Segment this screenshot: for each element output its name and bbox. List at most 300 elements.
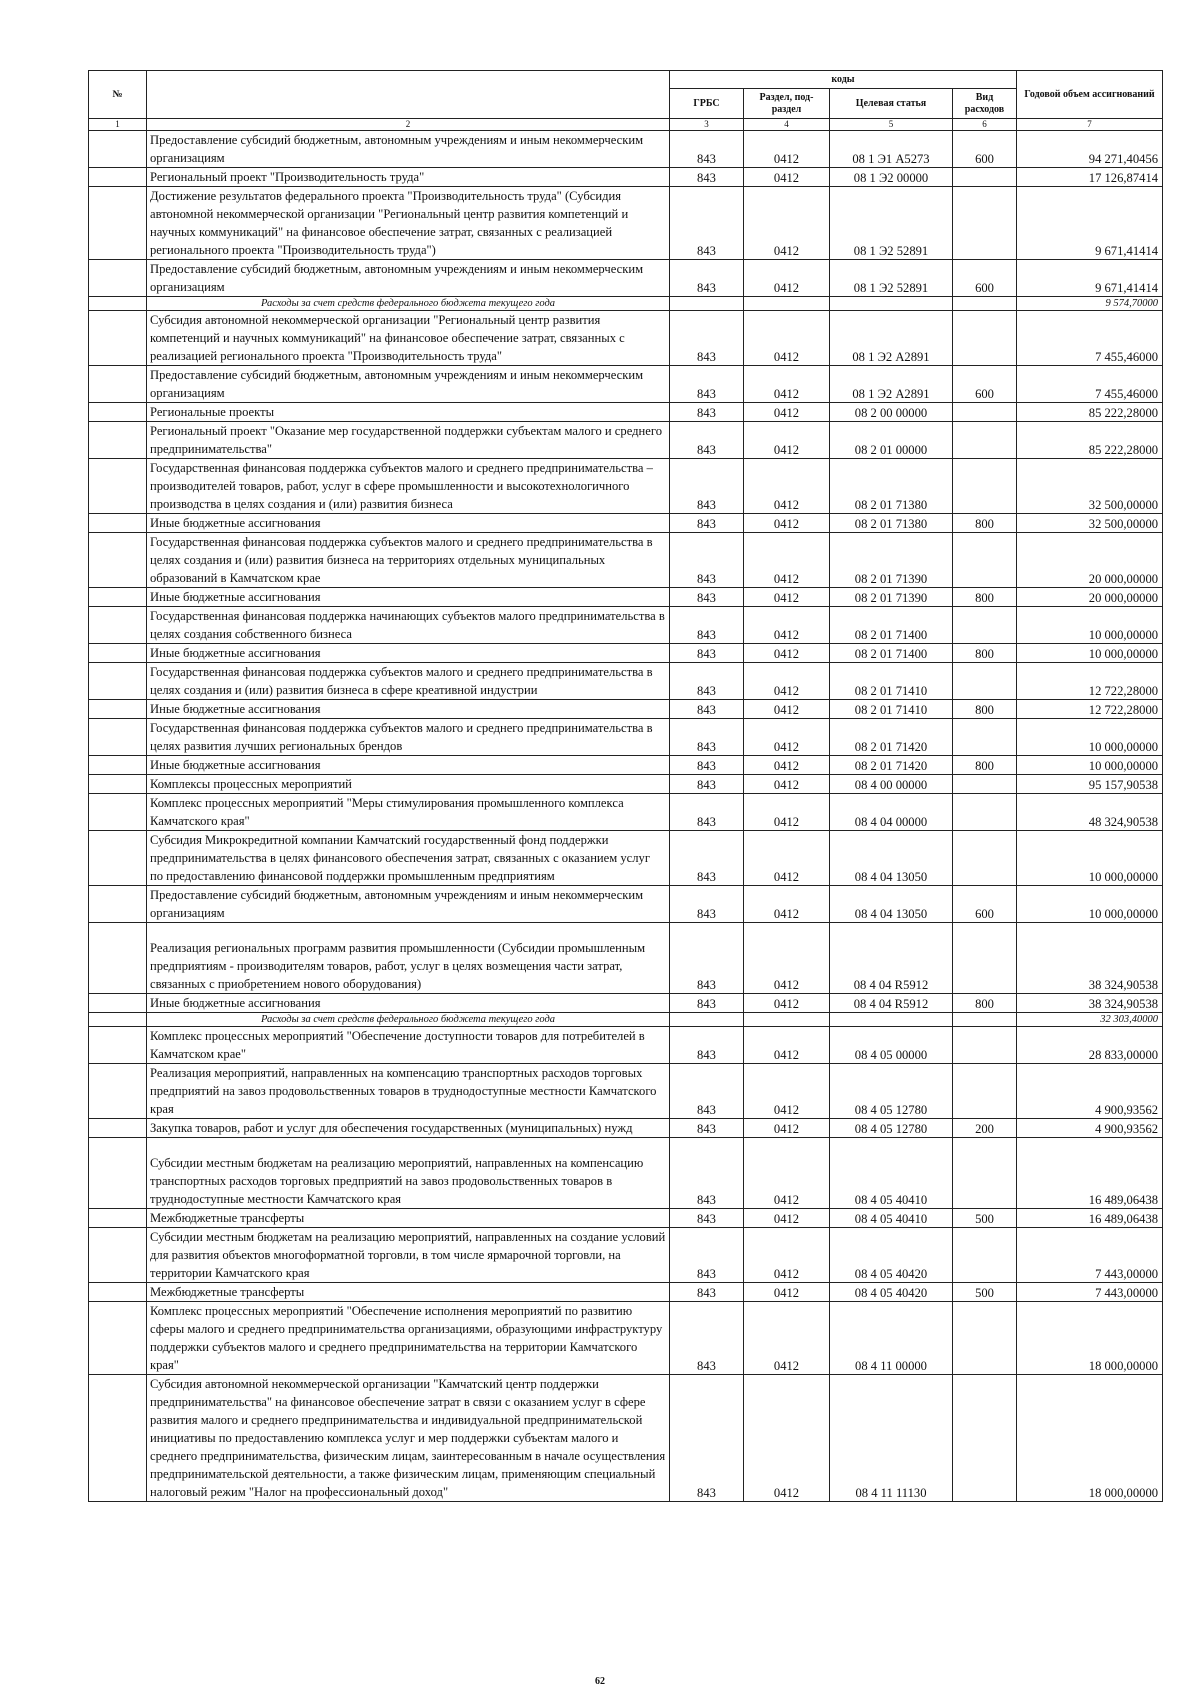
table-row xyxy=(89,831,1163,886)
allocation-amount: 32 500,00000 xyxy=(1017,459,1163,514)
row-number xyxy=(89,1283,147,1302)
grbs-code: 843 xyxy=(670,1375,744,1502)
column-number: 3 xyxy=(670,119,744,131)
row-number xyxy=(89,1119,147,1138)
column-number: 4 xyxy=(744,119,830,131)
table-row xyxy=(89,187,1163,260)
grbs-code: 843 xyxy=(670,719,744,756)
expense-type-code: 600 xyxy=(953,886,1017,923)
item-name: Иные бюджетные ассигнования xyxy=(147,588,670,607)
table-row xyxy=(89,700,1163,719)
grbs-code: 843 xyxy=(670,1228,744,1283)
allocation-amount: 85 222,28000 xyxy=(1017,403,1163,422)
section-code: 0412 xyxy=(744,923,830,994)
table-row xyxy=(89,533,1163,588)
allocation-amount: 85 222,28000 xyxy=(1017,422,1163,459)
row-number xyxy=(89,775,147,794)
table-row xyxy=(89,1283,1163,1302)
item-name: Комплекс процессных мероприятий "Меры стимулирования промышленного комплекса Камчатского края" xyxy=(147,794,670,831)
grbs-code xyxy=(670,297,744,311)
allocation-amount: 7 443,00000 xyxy=(1017,1283,1163,1302)
item-name: Предоставление субсидий бюджетным, автономным учреждениям и иным некоммерческим организациям xyxy=(147,131,670,168)
table-row xyxy=(89,1138,1163,1209)
allocation-amount: 12 722,28000 xyxy=(1017,700,1163,719)
expense-type-code xyxy=(953,1064,1017,1119)
federal-budget-row xyxy=(89,1013,1163,1027)
section-code: 0412 xyxy=(744,644,830,663)
section-code: 0412 xyxy=(744,131,830,168)
allocation-amount: 95 157,90538 xyxy=(1017,775,1163,794)
row-number xyxy=(89,994,147,1013)
item-name: Реализация мероприятий, направленных на компенсацию транспортных расходов торговых предприятий на завоз продовольственных товаров в труднодоступные местности Камчатского края xyxy=(147,1064,670,1119)
section-code: 0412 xyxy=(744,1119,830,1138)
target-article-code: 08 4 05 12780 xyxy=(830,1064,953,1119)
column-number: 7 xyxy=(1017,119,1163,131)
header-number: № xyxy=(89,71,147,119)
table-row xyxy=(89,514,1163,533)
expense-type-code: 800 xyxy=(953,994,1017,1013)
grbs-code: 843 xyxy=(670,607,744,644)
expense-type-code: 500 xyxy=(953,1283,1017,1302)
row-number xyxy=(89,1064,147,1119)
row-number xyxy=(89,403,147,422)
row-number xyxy=(89,260,147,297)
item-name: Реализация региональных программ развития промышленности (Субсидии промышленным предприятиям - производителям товаров, работ, услуг в целях возмещения части затрат, связанных с приобретением нового оборудования) xyxy=(147,923,670,994)
expense-type-code: 800 xyxy=(953,700,1017,719)
table-row xyxy=(89,588,1163,607)
item-name: Закупка товаров, работ и услуг для обеспечения государственных (муниципальных) нужд xyxy=(147,1119,670,1138)
grbs-code: 843 xyxy=(670,168,744,187)
grbs-code: 843 xyxy=(670,1283,744,1302)
expense-type-code: 800 xyxy=(953,514,1017,533)
row-number xyxy=(89,1375,147,1502)
row-number xyxy=(89,923,147,994)
table-row xyxy=(89,422,1163,459)
row-number xyxy=(89,131,147,168)
row-number xyxy=(89,1209,147,1228)
target-article-code: 08 2 01 71400 xyxy=(830,607,953,644)
item-name: Предоставление субсидий бюджетным, автономным учреждениям и иным некоммерческим организациям xyxy=(147,366,670,403)
section-code: 0412 xyxy=(744,533,830,588)
expense-type-code: 600 xyxy=(953,260,1017,297)
target-article-code: 08 4 04 13050 xyxy=(830,831,953,886)
allocation-amount: 48 324,90538 xyxy=(1017,794,1163,831)
allocation-amount: 10 000,00000 xyxy=(1017,719,1163,756)
row-number xyxy=(89,1013,147,1027)
expense-type-code: 800 xyxy=(953,644,1017,663)
federal-budget-row xyxy=(89,297,1163,311)
section-code: 0412 xyxy=(744,1064,830,1119)
item-name: Предоставление субсидий бюджетным, автономным учреждениям и иным некоммерческим организациям xyxy=(147,260,670,297)
expense-type-code xyxy=(953,719,1017,756)
target-article-code: 08 4 05 40410 xyxy=(830,1209,953,1228)
expense-type-code xyxy=(953,403,1017,422)
grbs-code: 843 xyxy=(670,422,744,459)
row-number xyxy=(89,366,147,403)
grbs-code: 843 xyxy=(670,886,744,923)
target-article-code: 08 4 05 40420 xyxy=(830,1283,953,1302)
allocation-amount: 7 455,46000 xyxy=(1017,311,1163,366)
expense-type-code xyxy=(953,1302,1017,1375)
item-name: Региональные проекты xyxy=(147,403,670,422)
section-code: 0412 xyxy=(744,366,830,403)
allocation-amount: 10 000,00000 xyxy=(1017,756,1163,775)
expense-type-code: 600 xyxy=(953,366,1017,403)
table-row xyxy=(89,719,1163,756)
allocation-amount: 32 303,40000 xyxy=(1017,1013,1163,1027)
section-code: 0412 xyxy=(744,311,830,366)
expense-type-code: 800 xyxy=(953,756,1017,775)
budget-allocation-table xyxy=(88,70,1163,1502)
item-name: Расходы за счет средств федерального бюджета текущего года xyxy=(147,1013,670,1027)
section-code: 0412 xyxy=(744,187,830,260)
target-article-code: 08 1 Э2 52891 xyxy=(830,260,953,297)
item-name: Иные бюджетные ассигнования xyxy=(147,994,670,1013)
grbs-code: 843 xyxy=(670,533,744,588)
row-number xyxy=(89,459,147,514)
item-name: Комплексы процессных мероприятий xyxy=(147,775,670,794)
row-number xyxy=(89,187,147,260)
table-row xyxy=(89,644,1163,663)
item-name: Иные бюджетные ассигнования xyxy=(147,756,670,775)
row-number xyxy=(89,1228,147,1283)
target-article-code: 08 4 05 40410 xyxy=(830,1138,953,1209)
target-article-code: 08 4 04 R5912 xyxy=(830,923,953,994)
item-name: Региональный проект "Производительность труда" xyxy=(147,168,670,187)
item-name: Иные бюджетные ассигнования xyxy=(147,644,670,663)
header-section: Раздел, под-раздел xyxy=(744,89,830,119)
expense-type-code xyxy=(953,187,1017,260)
header-amount: Годовой объем ассигнований xyxy=(1017,71,1163,119)
grbs-code: 843 xyxy=(670,1209,744,1228)
section-code: 0412 xyxy=(744,831,830,886)
target-article-code: 08 2 01 71410 xyxy=(830,700,953,719)
expense-type-code xyxy=(953,794,1017,831)
allocation-amount: 9 671,41414 xyxy=(1017,187,1163,260)
target-article-code: 08 4 04 00000 xyxy=(830,794,953,831)
section-code: 0412 xyxy=(744,1209,830,1228)
table-row xyxy=(89,1375,1163,1502)
expense-type-code xyxy=(953,1375,1017,1502)
target-article-code: 08 2 01 71380 xyxy=(830,514,953,533)
grbs-code: 843 xyxy=(670,260,744,297)
section-code: 0412 xyxy=(744,663,830,700)
expense-type-code: 600 xyxy=(953,131,1017,168)
item-name: Расходы за счет средств федерального бюджета текущего года xyxy=(147,297,670,311)
row-number xyxy=(89,607,147,644)
expense-type-code xyxy=(953,533,1017,588)
grbs-code: 843 xyxy=(670,588,744,607)
allocation-amount: 32 500,00000 xyxy=(1017,514,1163,533)
grbs-code: 843 xyxy=(670,1027,744,1064)
section-code: 0412 xyxy=(744,1283,830,1302)
section-code: 0412 xyxy=(744,1228,830,1283)
row-number xyxy=(89,297,147,311)
section-code: 0412 xyxy=(744,886,830,923)
row-number xyxy=(89,422,147,459)
allocation-amount: 20 000,00000 xyxy=(1017,588,1163,607)
grbs-code: 843 xyxy=(670,1119,744,1138)
table-row xyxy=(89,756,1163,775)
grbs-code xyxy=(670,1013,744,1027)
allocation-amount: 9 574,70000 xyxy=(1017,297,1163,311)
allocation-amount: 38 324,90538 xyxy=(1017,994,1163,1013)
row-number xyxy=(89,1138,147,1209)
table-row xyxy=(89,403,1163,422)
expense-type-code xyxy=(953,1138,1017,1209)
expense-type-code xyxy=(953,607,1017,644)
expense-type-code xyxy=(953,459,1017,514)
section-code: 0412 xyxy=(744,1027,830,1064)
budget-document-page xyxy=(88,70,1162,1502)
item-name: Государственная финансовая поддержка субъектов малого и среднего предпринимательства в целях создания и (или) развития бизнеса на территориях отдельных муниципальных образований в Камчатском крае xyxy=(147,533,670,588)
grbs-code: 843 xyxy=(670,1064,744,1119)
target-article-code: 08 4 11 11130 xyxy=(830,1375,953,1502)
target-article-code xyxy=(830,1013,953,1027)
grbs-code: 843 xyxy=(670,644,744,663)
target-article-code: 08 1 Э2 52891 xyxy=(830,187,953,260)
table-row xyxy=(89,168,1163,187)
header-name xyxy=(147,71,670,119)
row-number xyxy=(89,756,147,775)
header-codes: коды xyxy=(670,71,1017,89)
item-name: Государственная финансовая поддержка субъектов малого и среднего предпринимательства в целях создания и (или) развития бизнеса в сфере креативной индустрии xyxy=(147,663,670,700)
grbs-code: 843 xyxy=(670,366,744,403)
target-article-code: 08 2 01 71420 xyxy=(830,719,953,756)
row-number xyxy=(89,311,147,366)
table-row xyxy=(89,775,1163,794)
section-code: 0412 xyxy=(744,1138,830,1209)
column-number: 6 xyxy=(953,119,1017,131)
target-article-code: 08 4 05 00000 xyxy=(830,1027,953,1064)
item-name: Комплекс процессных мероприятий "Обеспечение исполнения мероприятий по развитию сферы малого и среднего предпринимательства организациями, образующими инфраструктуру поддержки субъектов малого и среднего предпринимательства на территории Камчатского края" xyxy=(147,1302,670,1375)
column-number: 2 xyxy=(147,119,670,131)
target-article-code: 08 2 01 71420 xyxy=(830,756,953,775)
allocation-amount: 10 000,00000 xyxy=(1017,886,1163,923)
table-body xyxy=(89,131,1163,1502)
target-article-code: 08 1 Э2 А2891 xyxy=(830,311,953,366)
section-code xyxy=(744,297,830,311)
allocation-amount: 10 000,00000 xyxy=(1017,831,1163,886)
item-name: Государственная финансовая поддержка субъектов малого и среднего предпринимательства в целях развития лучших региональных брендов xyxy=(147,719,670,756)
item-name: Субсидия Микрокредитной компании Камчатский государственный фонд поддержки предпринимательства в целях финансового обеспечения затрат, связанных с оказанием услуг по предоставлению финансовой поддержки промышленным предприятиям xyxy=(147,831,670,886)
target-article-code: 08 2 01 71390 xyxy=(830,588,953,607)
table-row xyxy=(89,794,1163,831)
expense-type-code xyxy=(953,311,1017,366)
expense-type-code: 500 xyxy=(953,1209,1017,1228)
grbs-code: 843 xyxy=(670,663,744,700)
allocation-amount: 10 000,00000 xyxy=(1017,607,1163,644)
section-code: 0412 xyxy=(744,775,830,794)
expense-type-code xyxy=(953,168,1017,187)
target-article-code: 08 2 01 00000 xyxy=(830,422,953,459)
expense-type-code xyxy=(953,923,1017,994)
column-number: 1 xyxy=(89,119,147,131)
table-row xyxy=(89,886,1163,923)
column-number-row xyxy=(89,119,1163,131)
row-number xyxy=(89,794,147,831)
section-code: 0412 xyxy=(744,794,830,831)
section-code: 0412 xyxy=(744,459,830,514)
allocation-amount: 28 833,00000 xyxy=(1017,1027,1163,1064)
allocation-amount: 10 000,00000 xyxy=(1017,644,1163,663)
target-article-code: 08 2 01 71400 xyxy=(830,644,953,663)
item-name: Государственная финансовая поддержка начинающих субъектов малого предпринимательства в целях создания собственного бизнеса xyxy=(147,607,670,644)
grbs-code: 843 xyxy=(670,923,744,994)
section-code: 0412 xyxy=(744,1375,830,1502)
allocation-amount: 16 489,06438 xyxy=(1017,1209,1163,1228)
section-code: 0412 xyxy=(744,422,830,459)
section-code: 0412 xyxy=(744,756,830,775)
grbs-code: 843 xyxy=(670,700,744,719)
grbs-code: 843 xyxy=(670,1302,744,1375)
grbs-code: 843 xyxy=(670,187,744,260)
table-row xyxy=(89,366,1163,403)
grbs-code: 843 xyxy=(670,1138,744,1209)
row-number xyxy=(89,514,147,533)
allocation-amount: 18 000,00000 xyxy=(1017,1302,1163,1375)
header-expense-type: Вид расходов xyxy=(953,89,1017,119)
allocation-amount: 20 000,00000 xyxy=(1017,533,1163,588)
row-number xyxy=(89,533,147,588)
row-number xyxy=(89,886,147,923)
section-code: 0412 xyxy=(744,607,830,644)
table-row xyxy=(89,1027,1163,1064)
target-article-code: 08 4 00 00000 xyxy=(830,775,953,794)
row-number xyxy=(89,1302,147,1375)
table-row xyxy=(89,459,1163,514)
item-name: Межбюджетные трансферты xyxy=(147,1283,670,1302)
allocation-amount: 7 443,00000 xyxy=(1017,1228,1163,1283)
header-target-article: Целевая статья xyxy=(830,89,953,119)
target-article-code: 08 4 05 12780 xyxy=(830,1119,953,1138)
item-name: Комплекс процессных мероприятий "Обеспечение доступности товаров для потребителей в Камчатском крае" xyxy=(147,1027,670,1064)
table-row xyxy=(89,1302,1163,1375)
section-code xyxy=(744,1013,830,1027)
item-name: Государственная финансовая поддержка субъектов малого и среднего предпринимательства – производителей товаров, работ, услуг в сфере промышленности и высокотехнологичного производства в целях создания и (или) развития бизнеса xyxy=(147,459,670,514)
item-name: Иные бюджетные ассигнования xyxy=(147,514,670,533)
target-article-code xyxy=(830,297,953,311)
target-article-code: 08 4 05 40420 xyxy=(830,1228,953,1283)
allocation-amount: 94 271,40456 xyxy=(1017,131,1163,168)
item-name: Региональный проект "Оказание мер государственной поддержки субъектам малого и среднего предпринимательства" xyxy=(147,422,670,459)
header-grbs: ГРБС xyxy=(670,89,744,119)
item-name: Предоставление субсидий бюджетным, автономным учреждениям и иным некоммерческим организациям xyxy=(147,886,670,923)
table-row xyxy=(89,923,1163,994)
row-number xyxy=(89,719,147,756)
row-number xyxy=(89,663,147,700)
row-number xyxy=(89,644,147,663)
expense-type-code xyxy=(953,1013,1017,1027)
target-article-code: 08 2 01 71380 xyxy=(830,459,953,514)
allocation-amount: 18 000,00000 xyxy=(1017,1375,1163,1502)
grbs-code: 843 xyxy=(670,131,744,168)
allocation-amount: 12 722,28000 xyxy=(1017,663,1163,700)
grbs-code: 843 xyxy=(670,514,744,533)
row-number xyxy=(89,1027,147,1064)
item-name: Достижение результатов федерального проекта "Производительность труда" (Субсидия автономной некоммерческой организации "Региональный центр развития компетенций и научных коммуникаций" на финансовое обеспечение затрат, связанных с реализацией регионального проекта "Производительность труда") xyxy=(147,187,670,260)
target-article-code: 08 1 Э2 00000 xyxy=(830,168,953,187)
item-name: Субсидия автономной некоммерческой организации "Камчатский центр поддержки предпринимательства" на финансовое обеспечение затрат в связи с оказанием услуг в сфере развития малого и среднего предпринимательства и индивидуальной предпринимательской инициативы по предоставлению комплекса услуг и мер поддержки субъектам малого и среднего предпринимательства, физическим лицам, заинтересованным в начале осуществления предпринимательской деятельности, а также физическим лицам, применяющим специальный налоговый режим "Налог на профессиональный доход" xyxy=(147,1375,670,1502)
table-row xyxy=(89,1119,1163,1138)
grbs-code: 843 xyxy=(670,311,744,366)
item-name: Межбюджетные трансферты xyxy=(147,1209,670,1228)
item-name: Субсидии местным бюджетам на реализацию мероприятий, направленных на создание условий для развития объектов многоформатной торговли, в том числе ярмарочной торговли, на территории Камчатского края xyxy=(147,1228,670,1283)
grbs-code: 843 xyxy=(670,775,744,794)
item-name: Субсидия автономной некоммерческой организации "Региональный центр развития компетенций и научных коммуникаций" на финансовое обеспечение затрат, связанных с реализацией регионального проекта "Производительность труда" xyxy=(147,311,670,366)
section-code: 0412 xyxy=(744,168,830,187)
expense-type-code xyxy=(953,1027,1017,1064)
section-code: 0412 xyxy=(744,719,830,756)
row-number xyxy=(89,588,147,607)
section-code: 0412 xyxy=(744,994,830,1013)
expense-type-code xyxy=(953,831,1017,886)
table-row xyxy=(89,311,1163,366)
grbs-code: 843 xyxy=(670,994,744,1013)
target-article-code: 08 2 00 00000 xyxy=(830,403,953,422)
section-code: 0412 xyxy=(744,260,830,297)
section-code: 0412 xyxy=(744,514,830,533)
expense-type-code xyxy=(953,663,1017,700)
allocation-amount: 38 324,90538 xyxy=(1017,923,1163,994)
row-number xyxy=(89,700,147,719)
grbs-code: 843 xyxy=(670,831,744,886)
expense-type-code xyxy=(953,1228,1017,1283)
expense-type-code xyxy=(953,422,1017,459)
section-code: 0412 xyxy=(744,700,830,719)
expense-type-code: 200 xyxy=(953,1119,1017,1138)
target-article-code: 08 4 11 00000 xyxy=(830,1302,953,1375)
table-row xyxy=(89,1209,1163,1228)
row-number xyxy=(89,831,147,886)
allocation-amount: 4 900,93562 xyxy=(1017,1119,1163,1138)
table-row xyxy=(89,607,1163,644)
section-code: 0412 xyxy=(744,403,830,422)
target-article-code: 08 4 04 13050 xyxy=(830,886,953,923)
grbs-code: 843 xyxy=(670,459,744,514)
target-article-code: 08 1 Э2 А2891 xyxy=(830,366,953,403)
item-name: Субсидии местным бюджетам на реализацию мероприятий, направленных на компенсацию транспортных расходов торговых предприятий на завоз продовольственных товаров в труднодоступные местности Камчатского края xyxy=(147,1138,670,1209)
allocation-amount: 17 126,87414 xyxy=(1017,168,1163,187)
grbs-code: 843 xyxy=(670,794,744,831)
grbs-code: 843 xyxy=(670,403,744,422)
row-number xyxy=(89,168,147,187)
section-code: 0412 xyxy=(744,1302,830,1375)
table-row xyxy=(89,1228,1163,1283)
item-name: Иные бюджетные ассигнования xyxy=(147,700,670,719)
target-article-code: 08 4 04 R5912 xyxy=(830,994,953,1013)
table-row xyxy=(89,994,1163,1013)
column-number: 5 xyxy=(830,119,953,131)
section-code: 0412 xyxy=(744,588,830,607)
table-row xyxy=(89,260,1163,297)
expense-type-code xyxy=(953,775,1017,794)
allocation-amount: 7 455,46000 xyxy=(1017,366,1163,403)
target-article-code: 08 2 01 71410 xyxy=(830,663,953,700)
expense-type-code: 800 xyxy=(953,588,1017,607)
table-row xyxy=(89,1064,1163,1119)
target-article-code: 08 2 01 71390 xyxy=(830,533,953,588)
expense-type-code xyxy=(953,297,1017,311)
allocation-amount: 4 900,93562 xyxy=(1017,1064,1163,1119)
table-row xyxy=(89,663,1163,700)
target-article-code: 08 1 Э1 А5273 xyxy=(830,131,953,168)
allocation-amount: 16 489,06438 xyxy=(1017,1138,1163,1209)
allocation-amount: 9 671,41414 xyxy=(1017,260,1163,297)
page-number: 62 xyxy=(595,1676,605,1687)
grbs-code: 843 xyxy=(670,756,744,775)
table-row xyxy=(89,131,1163,168)
